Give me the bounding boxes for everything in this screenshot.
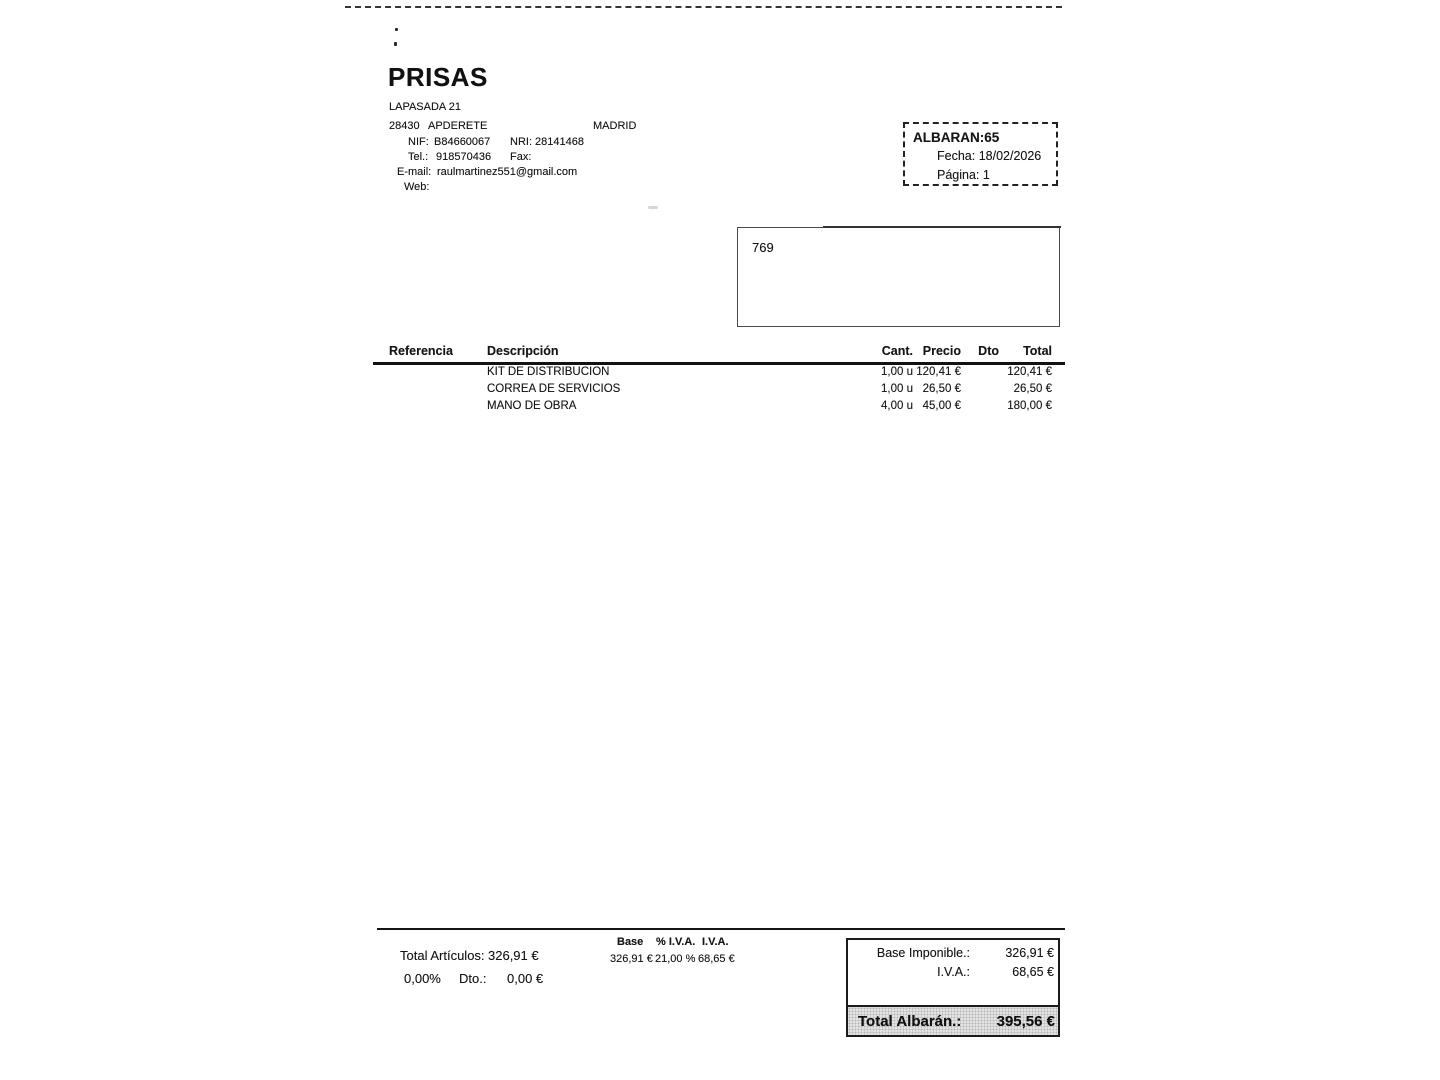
albaran-header-box <box>903 122 1058 186</box>
pagina-value: 1 <box>982 168 990 182</box>
iva-base-label: Base <box>617 936 644 948</box>
company-address-line1: LAPASADA 21 <box>389 101 461 113</box>
header-referencia: Referencia <box>389 344 453 358</box>
base-imponible-value: 326,91 € <box>1005 946 1054 960</box>
table-row <box>373 383 1065 398</box>
email-value: raulmartinez551@gmail.com <box>437 166 578 178</box>
iva-iva-value: 68,65 € <box>698 953 735 965</box>
nif-label: NIF: <box>408 136 429 148</box>
cell-descripcion: MANO DE OBRA <box>487 400 577 412</box>
web-label: Web: <box>404 181 430 193</box>
pagina-label: Página: <box>937 168 980 182</box>
company-web-line <box>0 181 1440 194</box>
iva-iva-label: I.V.A. <box>702 936 729 948</box>
albaran-title-line <box>913 130 999 145</box>
albaran-label: ALBARAN: <box>913 130 985 145</box>
albaran-number: 65 <box>984 130 1000 145</box>
tel-value: 918570436 <box>436 151 492 163</box>
header-total: Total <box>1023 344 1052 358</box>
items-table-header <box>373 344 1065 360</box>
dto-percent: 0,00% <box>404 971 441 986</box>
cell-cant: 1,00 u <box>881 383 913 395</box>
table-row <box>373 366 1065 381</box>
scan-smudge <box>648 206 658 209</box>
email-label: E-mail: <box>397 166 432 178</box>
table-row <box>373 400 1065 415</box>
iva-pct-label: % I.V.A. <box>656 936 696 948</box>
company-city: APDERETE <box>428 120 488 132</box>
cell-cant: 1,00 u <box>881 366 913 378</box>
totals-box <box>846 938 1060 1037</box>
header-dto: Dto <box>978 344 999 358</box>
base-imponible-label: Base Imponible.: <box>876 946 970 960</box>
client-box-top-edge <box>823 226 1061 228</box>
company-address-line2 <box>0 120 1440 133</box>
company-tax-ids-line <box>0 136 1440 149</box>
scan-speck <box>395 28 398 31</box>
header-descripcion: Descripción <box>487 344 559 358</box>
total-albaran-value: 395,56 € <box>996 1013 1055 1030</box>
totals-iva-value: 68,65 € <box>1012 965 1054 979</box>
nri-label: NRI: <box>510 136 532 148</box>
company-province: MADRID <box>593 120 637 132</box>
cell-descripcion: KIT DE DISTRIBUCION <box>487 366 610 378</box>
fax-label: Fax: <box>510 151 532 163</box>
nri-value: 28141468 <box>535 136 584 148</box>
fecha-label: Fecha: <box>937 149 976 163</box>
total-articulos-value: 326,91 € <box>488 948 539 963</box>
header-cant: Cant. <box>881 344 913 358</box>
table-header-rule <box>373 362 1065 365</box>
totals-iva-label: I.V.A.: <box>937 965 970 979</box>
nif-value: B84660067 <box>434 136 491 148</box>
cell-total: 180,00 € <box>1007 400 1052 412</box>
iva-pct-value: 21,00 % <box>655 953 696 965</box>
company-name: PRISAS <box>388 62 488 92</box>
dto-value: 0,00 € <box>507 971 544 986</box>
cell-total: 26,50 € <box>1013 383 1052 395</box>
albaran-date-line <box>937 149 1041 163</box>
company-phone-line <box>0 151 1440 164</box>
client-box <box>737 227 1060 327</box>
iva-base-value: 326,91 € <box>610 953 653 965</box>
cell-total: 120,41 € <box>1007 366 1052 378</box>
scan-speck <box>394 42 397 46</box>
cell-precio: 120,41 € <box>916 366 961 378</box>
total-albaran-band <box>848 1005 1058 1035</box>
total-articulos-label: Total Artículos: <box>400 948 485 963</box>
cell-precio: 45,00 € <box>922 400 961 412</box>
cell-descripcion: CORREA DE SERVICIOS <box>487 383 621 395</box>
scan-edge-dashed-line <box>345 6 1062 8</box>
tel-label: Tel.: <box>408 151 429 163</box>
total-albaran-label: Total Albarán.: <box>858 1013 962 1030</box>
company-postal-code: 28430 <box>389 120 420 132</box>
company-email-line <box>0 166 1440 179</box>
cell-precio: 26,50 € <box>922 383 961 395</box>
header-precio: Precio <box>922 344 961 358</box>
fecha-value: 18/02/2026 <box>978 149 1042 163</box>
albaran-page-line <box>937 168 990 182</box>
summary-top-rule <box>377 928 1065 930</box>
cell-cant: 4,00 u <box>881 400 913 412</box>
client-code: 769 <box>752 240 774 255</box>
dto-label: Dto.: <box>459 971 487 986</box>
